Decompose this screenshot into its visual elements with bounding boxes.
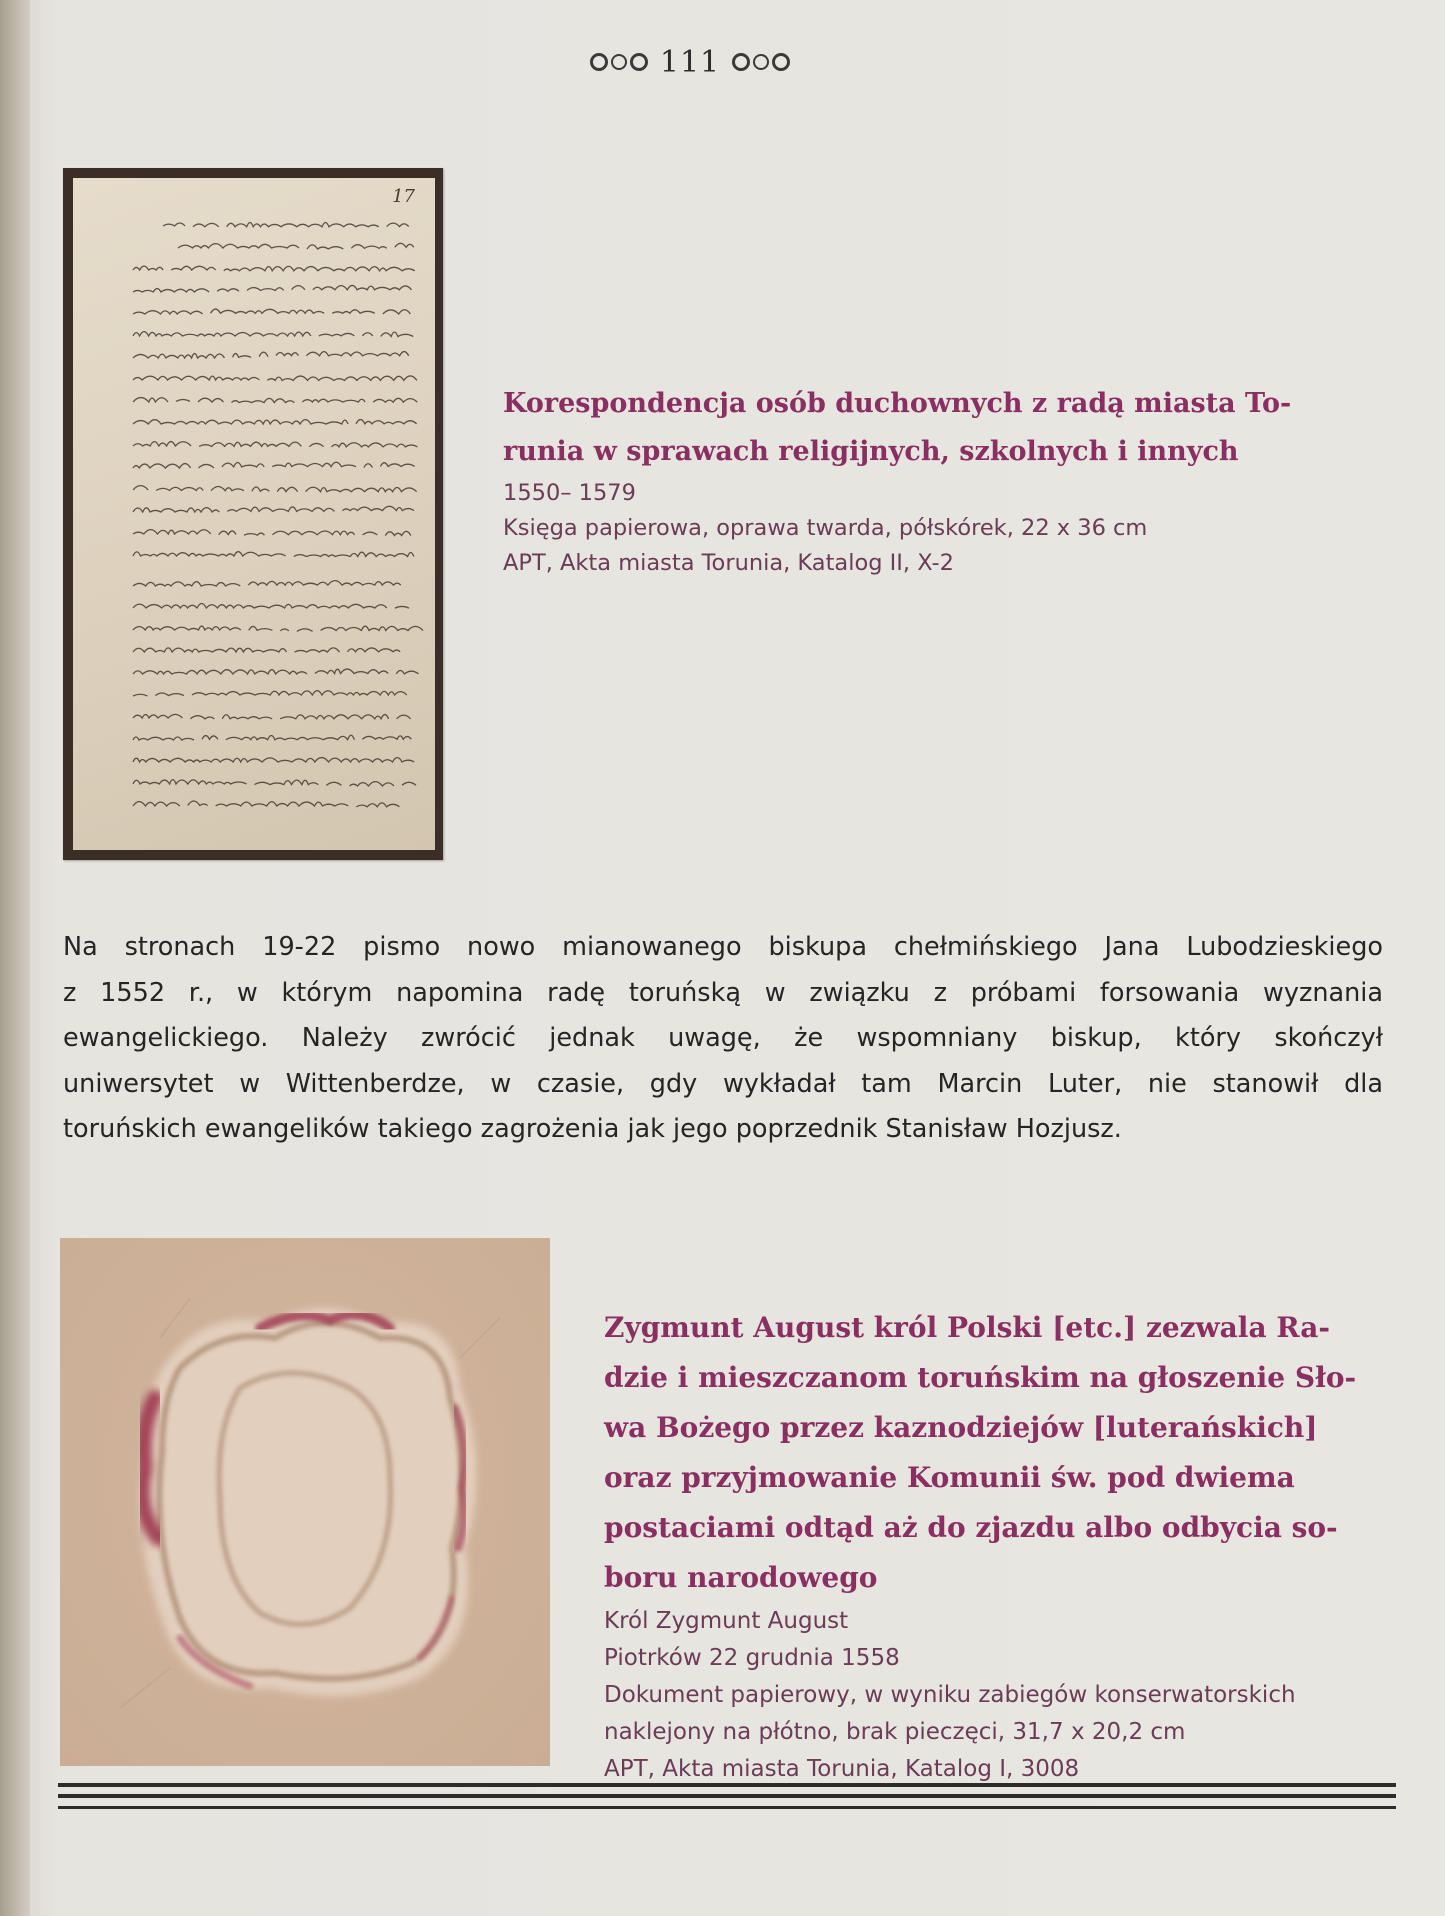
rosette-icon	[732, 53, 790, 71]
footer-rule	[58, 1794, 1396, 1798]
handwriting-line	[133, 581, 409, 586]
handwriting-line	[133, 486, 417, 492]
footer-rule	[58, 1806, 1396, 1809]
caption-title-line: runia w sprawach religijnych, szkolnych i innych	[503, 436, 1239, 467]
page-header	[560, 42, 820, 82]
caption-description: naklejony na płótno, brak pieczęci, 31,7 x 20,2 cm	[604, 1719, 1186, 1745]
caption-archive-ref: APT, Akta miasta Torunia, Katalog I, 3008	[604, 1756, 1080, 1782]
handwriting-line	[133, 420, 417, 424]
handwriting-line	[133, 648, 408, 653]
handwriting-line	[133, 604, 409, 609]
handwriting-scribbles	[63, 168, 443, 860]
handwriting-line	[133, 462, 415, 468]
handwriting-line	[133, 352, 409, 358]
caption-archive-ref: APT, Akta miasta Torunia, Katalog II, X-2	[503, 550, 954, 576]
footer-rule	[58, 1783, 1396, 1787]
handwriting-line	[133, 669, 419, 674]
caption-description: Dokument papierowy, w wyniku zabiegów konserwatorskich	[604, 1682, 1296, 1708]
caption-title-line: wa Bożego przez kaznodziejów [luterańskich]	[604, 1411, 1318, 1444]
caption-title-line: Zygmunt August król Polski [etc.] zezwala Ra-	[604, 1311, 1331, 1344]
caption-title-line: oraz przyjmowanie Komunii św. pod dwiema	[604, 1461, 1295, 1494]
manuscript-image	[63, 168, 443, 860]
body-line: z 1552 r., w którym napomina radę toruńską w związku z próbami forsowania wyznania	[63, 977, 1383, 1008]
handwriting-line	[133, 552, 414, 557]
handwriting-line	[133, 714, 411, 719]
body-paragraph	[63, 925, 1383, 1153]
handwriting-line	[133, 285, 411, 292]
seal-impression	[60, 1238, 550, 1766]
folio-number: 17	[392, 186, 415, 207]
handwriting-line	[133, 801, 399, 807]
handwriting-line	[133, 735, 411, 740]
caption-place-date: Piotrków 22 grudnia 1558	[604, 1645, 900, 1671]
caption-title-line: dzie i mieszczanom toruńskim na głoszenie Sło-	[604, 1361, 1357, 1394]
caption-date: 1550– 1579	[503, 480, 636, 506]
handwriting-line	[133, 506, 414, 512]
body-line: toruńskich ewangelików takiego zagrożenia jak jego poprzednik Stanisław Hozjusz.	[63, 1114, 1122, 1144]
body-line: uniwersytet w Wittenberdze, w czasie, gdy wykładał tam Marcin Luter, nie stanowił dla	[63, 1068, 1383, 1099]
caption-title-line: boru narodowego	[604, 1561, 878, 1594]
handwriting-line	[133, 266, 415, 271]
caption-title-line: postaciami odtąd aż do zjazdu albo odbycia so-	[604, 1511, 1338, 1544]
page-number: 111	[659, 44, 721, 80]
body-line: Na stronach 19-22 pismo nowo mianowanego biskupa chełmińskiego Jana Lubodzieskiego	[63, 932, 1383, 962]
caption-author: Król Zygmunt August	[604, 1608, 849, 1634]
caption-description: Księga papierowa, oprawa twarda, półskórek, 22 x 36 cm	[503, 515, 1148, 541]
handwriting-line	[133, 376, 425, 380]
caption-privilege	[604, 1303, 1404, 1788]
handwriting-line	[133, 626, 423, 631]
rosette-icon	[590, 53, 648, 71]
handwriting-line	[133, 780, 424, 786]
caption-title-line: Korespondencja osób duchownych z radą miasta To-	[503, 388, 1292, 419]
handwriting-line	[133, 530, 411, 536]
seal-image	[60, 1238, 550, 1766]
handwriting-line	[133, 309, 418, 314]
handwriting-line	[133, 398, 425, 403]
handwriting-line	[133, 691, 407, 696]
handwriting-line	[133, 758, 414, 762]
handwriting-line	[133, 442, 417, 447]
book-gutter	[0, 0, 30, 1916]
handwriting-line	[133, 332, 413, 337]
body-line: ewangelickiego. Należy zwrócić jednak uwagę, że wspomniany biskup, który skończył	[63, 1023, 1383, 1053]
caption-correspondence	[503, 380, 1383, 581]
handwriting-line	[163, 223, 409, 227]
handwriting-line	[178, 243, 422, 249]
